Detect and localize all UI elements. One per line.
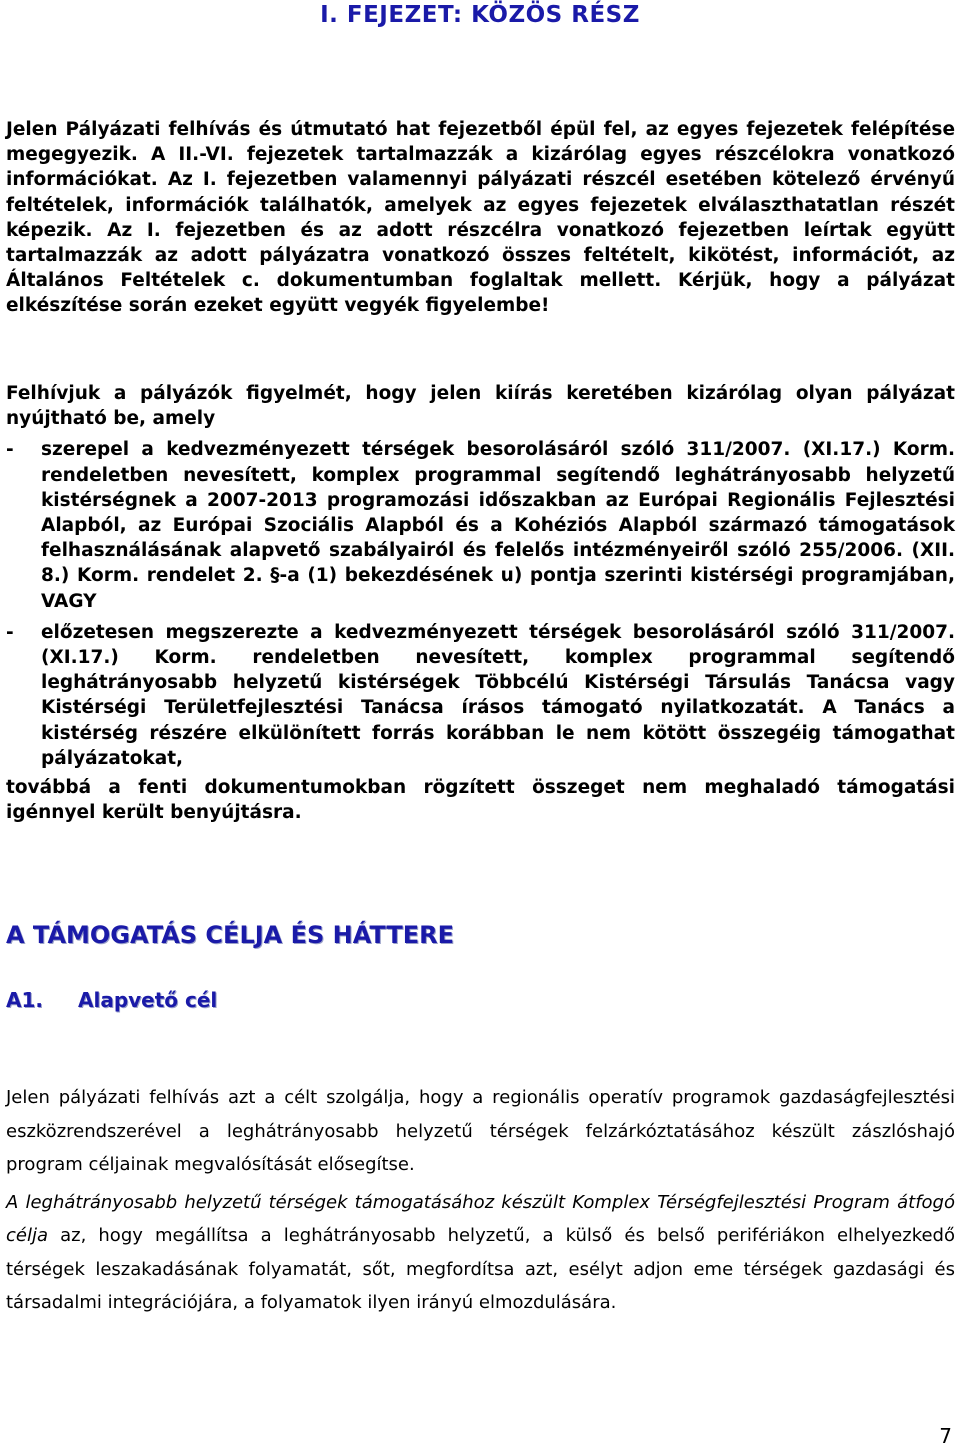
intro-section xyxy=(6,117,955,319)
list-dash: - xyxy=(6,621,14,643)
list-item-text: szerepel a kedvezményezett térségek besorolásáról szóló 311/2007. (XI.17.) Korm. rendeletben nevesített, komplex programmal segítendő leghátrányosabb helyzetű kistérségnek a 2007-2013 programozási időszakban az Európai Regionális Fejlesztési Alapból, az Európai Szociális Alapból és a Kohéziós Alapból származó támogatások felhasználásának alapvető szabályairól és felelős intézményeiről szóló 255/2006. (XII. 8.) Korm. rendelet 2. §-a (1) bekezdésének u) pontja szerinti kistérségi programjában, VAGY xyxy=(41,439,955,612)
eligibility-closing: továbbá a fenti dokumentumokban rögzített összeget nem meghaladó támogatási igénnyel került benyújtásra. xyxy=(6,777,955,824)
subsection-title: Alapvető cél xyxy=(78,988,218,1012)
intro-paragraph: Jelen Pályázati felhívás és útmutató hat fejezetből épül fel, az egyes fejezetek felépítése megegyezik. A II.-VI. fejezetek tartalmazzák a kizárólag egyes részcélokra vonatkozó információkat. Az I. fejezetben valamennyi pályázati részcél esetében kötelező érvényű feltételek, információk találhatók, amelyek az egyes fejezetek elválaszthatatlan részét képezik. Az I. fejezetben és az adott részcélra vonatkozó fejezetben leírtak együtt tartalmazzák az adott pályázatra vonatkozó összes feltételt, kikötést, információt, az Általános Feltételek c. dokumentumban foglaltak mellett. Kérjük, hogy a pályázat elkészítése során ezeket együtt vegyék figyelembe! xyxy=(6,119,955,317)
goal-section xyxy=(6,1081,955,1320)
chapter-title: I. FEJEZET: KÖZÖS RÉSZ xyxy=(320,2,640,28)
list-dash: - xyxy=(6,439,14,461)
goal-paragraph-2-rest: az, hogy megállítsa a leghátrányosabb helyzetű, a külső és belső perifériákon elhelyezkedő térségek leszakadásának folyamatát, sőt, megfordítsa azt, esélyt adjon eme térségek gazdasági és társadalmi integrációjára, a folyamatok ilyen irányú elmozdulására. xyxy=(6,1225,955,1313)
subsection-number: A1. xyxy=(6,988,43,1012)
section-title: A TÁMOGATÁS CÉLJA ÉS HÁTTERE xyxy=(6,921,454,949)
goal-paragraph-1: Jelen pályázati felhívás azt a célt szolgálja, hogy a regionális operatív programok gazdaságfejlesztési eszközrendszerével a leghátrányosabb helyzetű térségek felzárkóztatásához készült zászlóshajó program céljainak megvalósítását elősegítse. xyxy=(6,1087,955,1175)
list-item-text: előzetesen megszerezte a kedvezményezett térségek besorolásáról szóló 311/2007. (XI.17.) Korm. rendeletben nevesített, komplex programmal segítendő leghátrányosabb helyzetű kistérségek Többcélú Kistérségi Társulás Tanácsa vagy Kistérségi Területfejlesztési Tanácsa írásos támogató nyilatkozatát. A Tanács a kistérség részére elkülönített forrás korábban le nem kötött összegéig támogathat pályázatokat, xyxy=(41,621,955,769)
eligibility-section xyxy=(6,381,955,825)
subsection-heading xyxy=(6,988,217,1012)
goal-paragraph-2-italic: A leghátrányosabb helyzetű térségek támogatásához készült Komplex Térségfejlesztési Program átfogó célja xyxy=(6,1191,955,1246)
list-item xyxy=(6,620,955,771)
eligibility-lead: Felhívjuk a pályázók figyelmét, hogy jelen kiírás keretében kizárólag olyan pályázat nyújtható be, amely xyxy=(6,383,955,430)
list-item xyxy=(6,437,955,613)
page-number: 7 xyxy=(939,1424,952,1448)
eligibility-list xyxy=(6,437,955,771)
goal-paragraph-2 xyxy=(6,1186,955,1320)
